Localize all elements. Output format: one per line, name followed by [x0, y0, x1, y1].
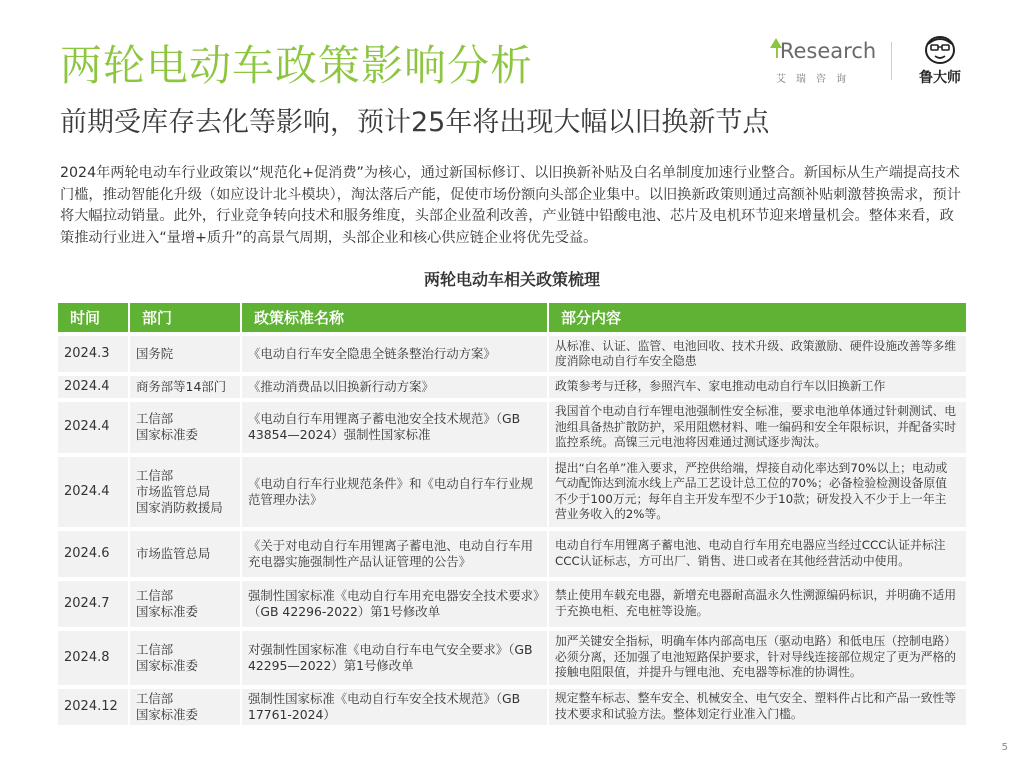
ludashi-text: 鲁大师	[919, 70, 961, 86]
cell-time: 2024.4	[58, 457, 130, 527]
page-number: 5	[1001, 742, 1008, 753]
table-header-row	[58, 303, 966, 332]
iresearch-mark: i	[774, 39, 780, 63]
page-title: 两轮电动车政策影响分析	[60, 41, 534, 90]
mascot-face-icon	[923, 34, 957, 64]
logo-area	[770, 34, 980, 90]
logo-divider	[891, 42, 892, 80]
column-header-name: 政策标准名称	[242, 303, 549, 332]
intro-paragraph: 2024年两轮电动车行业政策以“规范化+促消费”为核心，通过新国标修订、以旧换新补贴及白名单制度加速行业整合。新国标从生产端提高技术门槛，推动智能化升级（如应设计北斗模块），淘汰落后产能，促使市场份额向头部企业集中。以旧换新政策则通过高额补贴刺激替换需求，预计将大幅拉动销量。此外，行业竞争转向技术和服务维度，头部企业盈利改善，产业链中铅酸电池、芯片及电机环节迎来增量机会。整体来看，政策推动行业进入“量增+质升”的高景气周期，头部企业和核心供应链企业将优先受益。	[60, 165, 961, 246]
cell-content: 提出“白名单”准入要求，严控供给端，焊接自动化率达到70%以上；电动或气动配饰达到流水线上产品工艺设计总工位的70%；必备检验检测设备原值不少于100万元；每年自主开发车型不少于10款；研发投入不少于上一年主营业务收入的2%等。	[549, 457, 966, 527]
cell-dept: 商务部等14部门	[130, 376, 242, 398]
policy-table	[58, 299, 966, 729]
cell-content: 规定整车标志、整车安全、机械安全、电气安全、塑料件占比和产品一致性等技术要求和试验方法。整体划定行业准入门槛。	[549, 689, 966, 725]
cell-dept: 工信部 国家标准委	[130, 631, 242, 685]
cell-name: 强制性国家标准《电动自行车用充电器安全技术要求》（GB 42296-2022）第1号修改单	[242, 581, 549, 627]
table-row	[58, 376, 966, 398]
page-subtitle: 前期受库存去化等影响，预计25年将出现大幅以旧换新节点	[60, 107, 770, 138]
cell-time: 2024.6	[58, 531, 130, 577]
cell-dept: 市场监管总局	[130, 531, 242, 577]
cell-content: 从标准、认证、监管、电池回收、技术升级、政策激励、硬件设施改善等多维度消除电动自行车安全隐患	[549, 336, 966, 372]
cell-name: 《电动自行车安全隐患全链条整治行动方案》	[242, 336, 549, 372]
cell-name: 强制性国家标准《电动自行车安全技术规范》（GB 17761-2024）	[242, 689, 549, 725]
cell-name: 《关于对电动自行车用锂离子蓄电池、电动自行车用充电器实施强制性产品认证管理的公告》	[242, 531, 549, 577]
table-row	[58, 336, 966, 372]
cell-content: 电动自行车用锂离子蓄电池、电动自行车用充电器应当经过CCC认证并标注CCC认证标志，方可出厂、销售、进口或者在其他经营活动中使用。	[549, 531, 966, 577]
cell-content: 加严关键安全指标，明确车体内部高电压（驱动电路）和低电压（控制电路）必须分离，还加强了电池短路保护要求，针对导线连接部位规定了更为严格的接触电阻限值，并提升与锂电池、充电器等标准的协调性。	[549, 631, 966, 685]
table-row	[58, 402, 966, 453]
table-title: 两轮电动车相关政策梳理	[423, 270, 600, 289]
column-header-dept: 部门	[130, 303, 242, 332]
iresearch-cn: 艾瑞咨询	[776, 74, 856, 85]
cell-time: 2024.8	[58, 631, 130, 685]
table-row	[58, 531, 966, 577]
cell-dept: 工信部 国家标准委	[130, 689, 242, 725]
cell-time: 2024.12	[58, 689, 130, 725]
cell-time: 2024.4	[58, 376, 130, 398]
table-row	[58, 631, 966, 685]
column-header-content: 部分内容	[549, 303, 966, 332]
cell-content: 政策参考与迁移，参照汽车、家电推动电动自行车以旧换新工作	[549, 376, 966, 398]
cell-dept: 国务院	[130, 336, 242, 372]
cell-time: 2024.7	[58, 581, 130, 627]
table-row	[58, 457, 966, 527]
cell-content: 禁止使用车载充电器，新增充电器耐高温永久性溯源编码标识，并明确不适用于充换电柜、充电桩等设施。	[549, 581, 966, 627]
cell-content: 我国首个电动自行车锂电池强制性安全标准，要求电池单体通过针刺测试、电池组具备热扩散防护，采用阻燃材料、唯一编码和安全年限标识，并配备实时监控系统。高镍三元电池将因难通过测试逐步淘汰。	[549, 402, 966, 453]
cell-name: 《电动自行车行业规范条件》和《电动自行车行业规范管理办法》	[242, 457, 549, 527]
ludashi-logo	[910, 34, 970, 90]
cell-time: 2024.4	[58, 402, 130, 453]
cell-name: 《推动消费品以旧换新行动方案》	[242, 376, 549, 398]
table-row	[58, 581, 966, 627]
cell-dept: 工信部 国家标准委	[130, 402, 242, 453]
cell-name: 《电动自行车用锂离子蓄电池安全技术规范》（GB 43854—2024）强制性国家标准	[242, 402, 549, 453]
cell-dept: 工信部 市场监管总局 国家消防救援局	[130, 457, 242, 527]
iresearch-logo	[770, 36, 880, 86]
iresearch-word: Research	[779, 39, 877, 63]
cell-dept: 工信部 国家标准委	[130, 581, 242, 627]
cell-name: 对强制性国家标准《电动自行车电气安全要求》（GB 42295—2022）第1号修改单	[242, 631, 549, 685]
table-row	[58, 689, 966, 725]
cell-time: 2024.3	[58, 336, 130, 372]
column-header-time: 时间	[58, 303, 130, 332]
